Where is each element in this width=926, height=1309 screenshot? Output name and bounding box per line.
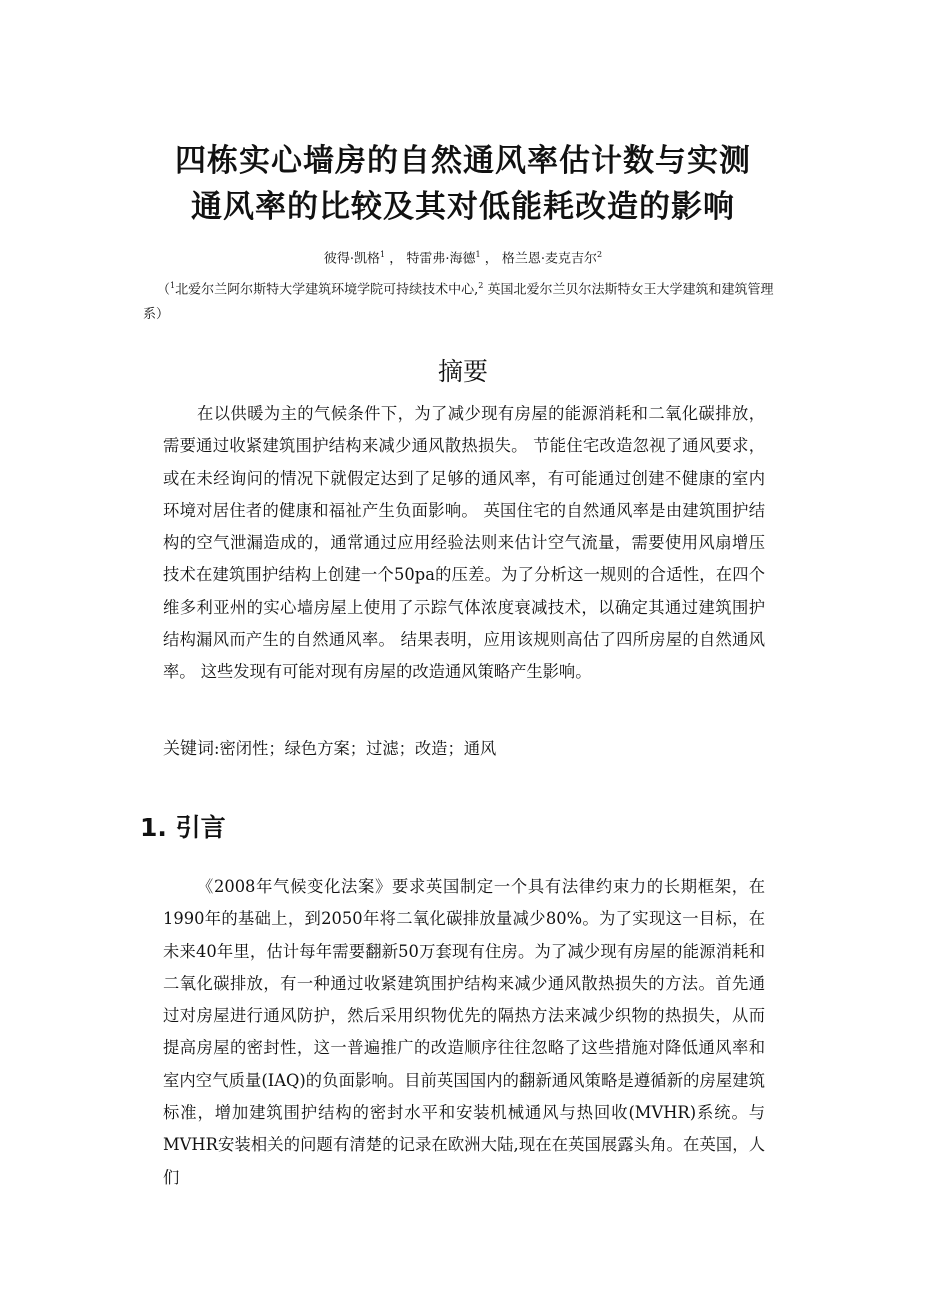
- author-affiliation-mark: 1: [380, 250, 386, 259]
- author-separator: ，: [385, 251, 403, 267]
- keywords-colon: :: [214, 739, 220, 758]
- paper-title-line-2: 通风率的比较及其对低能耗改造的影响: [191, 189, 735, 225]
- paper-title-line-1: 四栋实心墙房的自然通风率估计数与实测: [175, 143, 751, 179]
- keywords-values: 密闭性；绿色方案；过滤；改造；通风: [219, 739, 497, 758]
- introduction-body: 《2008年气候变化法案》要求英国制定一个具有法律约束力的长期框架，在1990年的基础上，到2050年将二氧化碳排放量减少80%。为了实现这一目标，在未来40年里，估计每年需要翻新50万套现有住房。为了减少现有房屋的能源消耗和二氧化碳排放，有一种通过收紧建筑围护结构来减少通风散热损失的方法。首先通过对房屋进行通风防护，然后采用织物优先的隔热方法来减少织物的热损失，从而提高房屋的密封性，这一普遍推广的改造顺序往往忽略了这些措施对降低通风率和室内空气质量(IAQ)的负面影响。目前英国国内的翻新通风策略是遵循新的房屋建筑标准，增加建筑围护结构的密封水平和安装机械通风与热回收(MVHR)系统。与MVHR安装相关的问题有清楚的记录在欧洲大陆,现在在英国展露头角。在英国，人们: [163, 877, 765, 1187]
- affiliation-1: 北爱尔兰阿尔斯特大学建筑环境学院可持续技术中心,: [175, 282, 479, 298]
- author-name: 格兰恩·麦克吉尔: [501, 251, 598, 267]
- author-name: 特雷弗·海德: [406, 251, 476, 267]
- author-affiliation-mark: 1: [475, 250, 481, 259]
- section-heading-introduction: 1. 引言: [140, 813, 226, 842]
- affiliations: [143, 273, 789, 327]
- keywords-label: 关键词: [163, 739, 214, 759]
- affiliation-mark: 2: [478, 281, 484, 290]
- abstract-body: 在以供暖为主的气候条件下，为了减少现有房屋的能源消耗和二氧化碳排放，需要通过收紧建筑围护结构来减少通风散热损失。 节能住宅改造忽视了通风要求，或在未经询问的情况下就假定达到了足够的通风率，有可能通过创建不健康的室内环境对居住者的健康和福祉产生负面影响。 英国住宅的自然通风率是由建筑围护结构的空气泄漏造成的，通常通过应用经验法则来估计空气流量，需要使用风扇增压技术在建筑围护结构上创建一个50pa的压差。为了分析这一规则的合适性，在四个维多利亚州的实心墙房屋上使用了示踪气体浓度衰减技术，以确定其通过建筑围护结构漏风而产生的自然通风率。 结果表明，应用该规则高估了四所房屋的自然通风率。 这些发现有可能对现有房屋的改造通风策略产生影响。: [163, 404, 765, 682]
- author-separator: ，: [480, 251, 498, 267]
- affiliation-open-paren: （: [157, 282, 171, 298]
- abstract-heading: 摘要: [437, 357, 488, 386]
- keywords: [163, 733, 783, 765]
- affiliation-mark: 1: [170, 281, 176, 290]
- author-affiliation-mark: 2: [597, 250, 603, 259]
- author-list: [100, 245, 826, 269]
- author-name: 彼得·凯格: [323, 251, 380, 267]
- affiliation-2: 英国北爱尔兰贝尔法斯特女王大学建筑和建筑管理系）: [143, 282, 774, 323]
